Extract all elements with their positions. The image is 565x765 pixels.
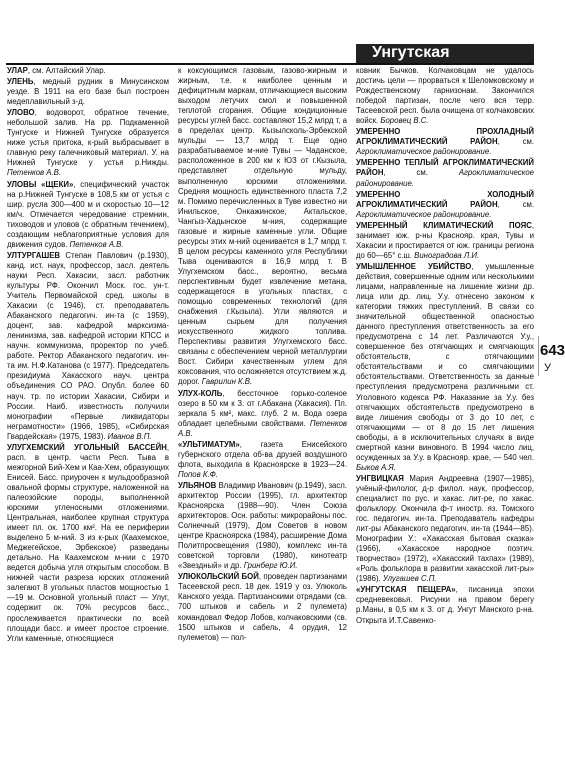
column-middle — [178, 66, 347, 756]
article-entry: «УНГУТСКАЯ ПЕЩЕРА», писаница эпохи средневековья. Рисунки на правом берегу р.Маны, в 0,5 км к З. от д. Унгут Манского р-на. Открыта И.Т.Савенко- — [356, 585, 534, 625]
article-entry: УМЕРЕННО ТЕПЛЫЙ АГРОКЛИМАТИЧЕСКИЙ РАЙОН, см. Агроклиматическое районирование. — [356, 158, 534, 188]
article-entry: УЛОВО, водоворот, обратное течение, небольшой залив. На рр. Подкаменной Тунгуске и Нижней Тунгуске образуется ниже устья притока, к-рый выбрасывает в главную реку галечниковый материал. У. на Нижней Тунгуске у устья р.Нижды. Петенков А.В. — [7, 108, 169, 178]
article-entry: «УЛЬТИМАТУМ», газета Енисейского губернского отдела об-ва друзей воздушного флота, выходила в Красноярске в 1923—24. Попов К.Ф. — [178, 439, 347, 479]
column-left — [7, 66, 169, 756]
article-entry: УМЕРЕННО ПРОХЛАДНЫЙ АГРОКЛИМАТИЧЕСКИЙ РАЙОН, см. Агроклиматическое районирование. — [356, 127, 534, 157]
article-entry: УЛЬЯНОВ Владимир Иванович (р.1949), засл. архитектор России (1995), гл. архитектор Красноярска (1988—90). Член Союза архитекторов. Осн. работы: микрорайоны пос. Солнечный (1979), Дом Советов в новом центре Красноярска (1984), расширение Дома Политпросвещения (1980), комплекс ин-та советской торговли (1980), кинотеатр «Звездный» и др. Гринберг Ю.И. — [178, 480, 348, 571]
article-entry: ковник Бычков. Колчаковцам не удалось достичь цели — прорваться к Шеломковскому и Рождественскому гарнизонам. Закончился победой партизан, после чего вся терр. Тасеевской респ. была очищена от колчаковских войск. Боровец В.С. — [356, 66, 534, 126]
article-entry: УЛУХ-КОЛЬ, бессточное горько-соленое озеро в 50 км к З. от г.Абакана (Хакасия). Пл. зеркала 5 км², макс. глуб. 2 м. Вода озера обладает целебными свойствами. Петенков А.В. — [178, 388, 347, 438]
article-entry: УМЕРЕННО ХОЛОДНЫЙ АГРОКЛИМАТИЧЕСКИЙ РАЙОН, см. Агроклиматическое районирование. — [356, 189, 534, 219]
article-entry: УНГВИЦКАЯ Мария Андреевна (1907—1985), учёный-филолог, д-р филол. наук, профессор, специалист по рус. и хакас. лит-ре, по хакас. фольклору. Окончила ф-т иностр. яз. Томского гос. педагогич. ин-та. Преподаватель кафедры лит-ры Абаканского педагогич. ин-та (1944—85). Монографии У.: «Хакасская бытовая сказка» (1966), «Хакасское народное поэтич. творчество» (1972), «Хакасский тахпах» (1989), «Роль фольклора в развитии хакасской лит-ры» (1986). Улугашев С.П. — [356, 473, 534, 584]
column-right — [356, 66, 534, 756]
article-entry: УЛЕНЬ, медный рудник в Минусинском уезде. В 1911 на его базе был построен медеплавильный з-д. — [7, 77, 169, 107]
page-letter: У — [544, 362, 551, 374]
article-entry: УЛЮКОЛЬСКИЙ БОЙ, проведен партизанами Тасеевской респ. 18 дек. 1919 у оз. Улюколь Канского уезда. Партизанскими отрядами (св. 700 штыков и сабель и 2 пулемета) командовал Федор Лобов, колчаковскими (св. 1500 штыков и сабель, 4 орудия, 12 пулеметов) — пол- — [178, 572, 347, 642]
article-entry: УЛАР, см. Алтайский Улар. — [7, 66, 106, 75]
running-head-title: Унгутская — [372, 44, 450, 61]
article-entry: УМЕРЕННЫЙ КЛИМАТИЧЕСКИЙ ПОЯС, занимает юж. р-ны Краснояр. края, Тувы и Хакасии и простирается от юж. границы региона до 60—65° с.ш. Виноградова Л.И. — [356, 220, 534, 260]
article-entry: к коксующимся газовым, газово-жирным и жирным, т.е. к наиболее ценным и дефицитным маркам, отличающиеся высоким выходом летучих смол и повышенной теплотой сгорания. Общие кондиционные ресурсы углей басс. составляют 15,2 млрд т, а в пределах центр. Кызылсколь-Эрбекской мульды — 13,7 млрд т. Еще одно разрабатываемое м-ние Тувы — Чаданское, расположенное в 200 км к ЮЗ от г.Кызыла, представляет отдельную мульду, выполненную юрскими отложениями. Средняя мощность единственного пласта 7,2 м. Помимо перечисленных в Туве известно ни Инильское, Онкажинское, Актальское, Чангыз-Хадынское м-ния, содержащие газовые и жирные каменные угли. Общие ресурсы этих м-ний оценивается в 1,7 млрд т. В целом ресурсы каменного угля Республики Тыва оцениваются в 16,9 млрд т. В Улугхемском басс., вероятно, весьма перспективным будет извлечение метана, содержащегося в угольных пластах, с помощью современных технологий (для снабжения г.Кызыла). Угли являются и ценным сырьем для получения искусственного жидкого топлива. Перспективы развития Улугхемского басс. связаны с обеспечением черной металлургии Вост. Сибири качественным углем для коксования, что осложняется отсутствием ж.д. дорог. Гаврилин К.В. — [178, 66, 347, 387]
header-rule — [6, 63, 534, 65]
article-entry: УЛУГХЕМСКИЙ УГОЛЬНЫЙ БАССЕЙН, расп. в центр. части Респ. Тыва в межгорной Бий-Хем и Каа-Хем, образующих Енисей. Басс. приурочен к мульдообразной овальной формы структуре, наложенной на палеозойские породы, выполненной юрскими угленосными отложениями. Центральная, наиболее крупная структура имеет пл. ок. 1700 км². На ее периферии выделено 5 м-ний. 3 из к-рых (Каахемское, Меджегейское, Эрбекское) разведаны детально. На Каахемском м-нии с 1970 ведется добыча угля открытым способом. В нижней части разреза юрских отложений залегают 8 угольных пластов мощностью 1—19 м. Основной угольный пласт — Улуг, содержит ок. 70% ресурсов басс., прослеживается практически по всей площади басс. и имеет простое строение. Угли каменные, относящиеся — [7, 442, 169, 643]
article-entry: УМЫШЛЕННОЕ УБИЙСТВО, умышленные действия, совершенные одним или несколькими лицами, направленные на лишение жизни др. лица или др. лиц. У.у. отнесено законом к категории тяжких преступлений. В связи со значительной общественной опасностью данного преступления ответственность за его предусмотрена с 14 лет. Различаются У.у., совершенное без отягчающих и смягчающих обстоятельств, с отягчающими обстоятельствами и со смягчающими обстоятельствами. Ответственность за данные преступления предусмотрена различными ст. Уголовного кодекса РФ. Наказание за У.у. без отягчающих обстоятельств предусмотрено в виде лишения свободы от 3 до 10 лет, с отягчающими — от 8 до 15 лет лишения свободы, а в исключительных случаях в виде смертной казни виновного. В 1994 число лиц, осужденных за У.у. в Краснояр. крае, — 540 чел. Быков А.Я. — [356, 261, 534, 472]
article-entry: УЛТУРГАШЕВ Степан Павлович (р.1930), канд. ист. наук, профессор, засл. деятель науки Респ. Хакасии, засл. работник культуры РФ. Окончил Моск. гос. ун-т. Учитель Первомайской сред. школы в Хакасии (с 1946), ст. преподаватель Абаканского педагогич. ин-та (с 1959), доцент, зав. кафедрой марксизма-ленинизма, зав. кафедрой истории КПСС и научн. коммунизма, проректор по учеб. работе. Ректор Абаканского педагогич. ин-та им. Н.Ф.Катанова (с 1977). Председатель президиума Хакасского науч. центра объединения СО РАО. Опубл. более 60 науч. тр. по истории Хакасии, Сибири и России. Наиб. известность получили монографии «Первые ликвидаторы неграмотности» (1966, 1985), «Сибирская Гвардейская» (1975, 1983). Иванов В.П. — [7, 250, 169, 441]
page-number: 643 — [540, 342, 565, 359]
article-entry: УЛОВЫ «ЩЕКИ», специфический участок на р.Нижней Тунгуске в 108,5 км от устья с шир. русла 300—400 м и скоростью 10—12 км/ч. Отмечается чередование стремнин, тиховодов и уловов (с обратным течением), создающим неблагоприятные условия для движения судов. Петенков А.В. — [7, 179, 169, 249]
